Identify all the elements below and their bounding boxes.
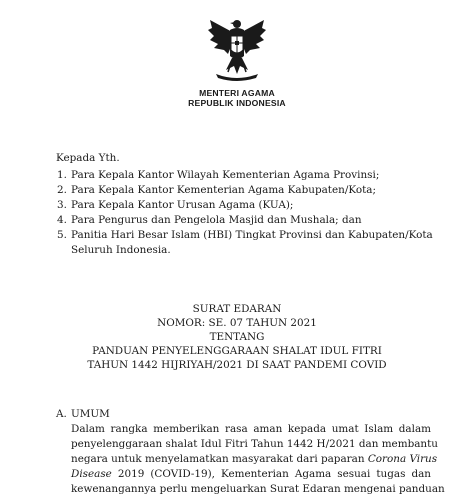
document-subject-line1: PANDUAN PENYELENGGARAAN SHALAT IDUL FITRI <box>92 345 382 357</box>
list-item: Para Kepala Kantor Urusan Agama (KUA); <box>71 199 294 211</box>
list-item: Para Kepala Kantor Kementerian Agama Kabupaten/Kota; <box>71 184 376 196</box>
list-item: Para Pengurus dan Pengelola Masjid dan Mushala; dan <box>71 214 362 226</box>
section-label: A. <box>56 408 67 420</box>
document-type: SURAT EDARAN <box>192 303 282 315</box>
garuda-emblem-icon <box>206 14 268 82</box>
body-line <box>71 467 431 482</box>
body-italic-term: Disease <box>71 468 112 480</box>
document-number: NOMOR: SE. 07 TAHUN 2021 <box>157 317 317 329</box>
body-line <box>71 452 437 467</box>
body-italic-term: Corona Virus <box>367 453 438 465</box>
list-item: Panitia Hari Besar Islam (HBI) Tingkat Provinsi dan Kabupaten/Kota <box>71 229 433 241</box>
list-item-continuation: Seluruh Indonesia. <box>71 244 171 256</box>
list-item: Para Kepala Kantor Wilayah Kementerian Agama Provinsi; <box>71 169 380 181</box>
ministry-title: MENTERI AGAMA <box>199 88 275 98</box>
section-heading: UMUM <box>71 408 110 420</box>
body-line-text: 2019 (COVID-19), Kementerian Agama sesuai tugas dan <box>117 468 432 480</box>
list-item-number: 2. <box>57 184 67 196</box>
salutation: Kepada Yth. <box>56 152 120 164</box>
body-line: penyelenggaraan shalat Idul Fitri Tahun 1442 H/2021 dan membantu <box>71 438 438 450</box>
republic-title: REPUBLIK INDONESIA <box>188 98 286 108</box>
list-item-number: 4. <box>57 214 67 226</box>
list-item-number: 3. <box>57 199 67 211</box>
document-about-label: TENTANG <box>209 331 265 343</box>
list-item-number: 1. <box>57 169 67 181</box>
body-line: Dalam rangka memberikan rasa aman kepada umat Islam dalam <box>71 423 431 435</box>
document-subject-line2: TAHUN 1442 HIJRIYAH/2021 DI SAAT PANDEMI COVID <box>87 359 387 371</box>
body-line-text: negara untuk menyelamatkan masyarakat dari paparan <box>71 453 365 465</box>
body-line: kewenangannya perlu mengeluarkan Surat Edaran mengenai panduan <box>71 483 445 495</box>
list-item-number: 5. <box>57 229 67 241</box>
